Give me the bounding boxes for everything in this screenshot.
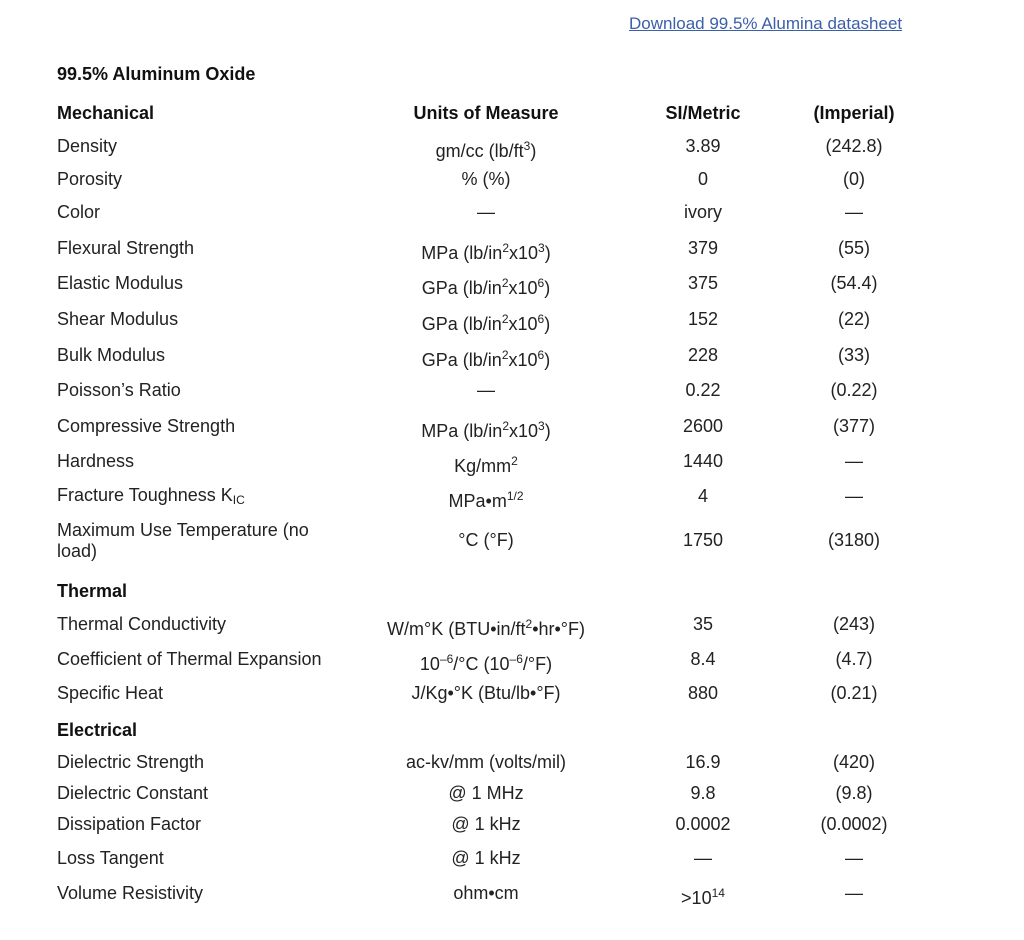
row-poisson-units: — xyxy=(477,380,495,400)
row-flexural-si: 379 xyxy=(687,238,719,258)
header-imperial: (Imperial) xyxy=(813,103,895,123)
row-specific-heat-name: Specific Heat xyxy=(57,683,164,703)
row-porosity-units: % (%) xyxy=(461,169,511,189)
row-poisson-si: 0.22 xyxy=(685,380,721,400)
row-loss-tangent-imperial: — xyxy=(845,848,863,868)
row-resistivity-imperial: — xyxy=(845,883,863,903)
row-shear-units: GPa $(lb/in^2x10^6)$ xyxy=(421,312,551,334)
row-elastic-name: Elastic Modulus xyxy=(57,273,184,293)
row-dissipation-si: 0.0002 xyxy=(675,814,731,834)
row-shear-name: Shear Modulus xyxy=(57,309,179,329)
row-compressive-name: Compressive Strength xyxy=(57,416,236,436)
row-elastic-units: GPa $(lb/in^2x10^6)$ xyxy=(421,276,551,298)
row-loss-tangent-name: Loss Tangent xyxy=(57,848,164,868)
row-density-units: gm/cc $(lb/ft^3)$ xyxy=(435,139,537,161)
row-expansion-imperial: (4.7) xyxy=(835,649,873,669)
row-shear-imperial: (22) xyxy=(837,309,871,329)
row-bulk-name: Bulk Modulus xyxy=(57,345,166,365)
row-conductivity-units: W/m°K $(BTU•in/ft^2•hr•^\circ F)$ xyxy=(387,617,585,639)
row-resistivity-si: $>10^{14}$ xyxy=(681,886,725,908)
row-specific-heat-units: J/Kg•°K (Btu/lb•°F) xyxy=(411,683,561,703)
row-hardness-name: Hardness xyxy=(57,451,135,471)
row-hardness-imperial: — xyxy=(845,451,863,471)
row-dielectric-constant-units: @ 1 MHz xyxy=(448,783,524,803)
header-si-metric: SI/Metric xyxy=(665,103,741,123)
row-density-imperial: (242.8) xyxy=(825,136,883,156)
row-max-temp-imperial: (3180) xyxy=(827,530,881,550)
row-max-temp-si: 1750 xyxy=(682,530,724,550)
row-expansion-si: 8.4 xyxy=(690,649,716,669)
row-porosity-imperial: (0) xyxy=(843,169,865,189)
row-bulk-imperial: (33) xyxy=(837,345,871,365)
row-density-name: Density xyxy=(57,136,118,156)
row-fracture-si: 4 xyxy=(697,486,709,506)
download-datasheet-link[interactable]: Download 99.5% Alumina datasheet xyxy=(629,14,903,33)
section-thermal: Thermal xyxy=(57,581,128,601)
row-dissipation-imperial: (0.0002) xyxy=(820,814,888,834)
row-poisson-name: Poisson’s Ratio xyxy=(57,380,181,400)
row-flexural-units: MPa $(lb/in^2x10^3)$ xyxy=(421,241,551,263)
row-shear-si: 152 xyxy=(687,309,719,329)
row-dielectric-constant-imperial: (9.8) xyxy=(835,783,873,803)
row-porosity-name: Porosity xyxy=(57,169,123,189)
row-dielectric-strength-name: Dielectric Strength xyxy=(57,752,205,772)
row-dielectric-strength-si: 16.9 xyxy=(685,752,721,772)
row-specific-heat-si: 880 xyxy=(687,683,719,703)
row-porosity-si: 0 xyxy=(697,169,709,189)
page-title: 99.5% Aluminum Oxide xyxy=(57,64,256,84)
row-dielectric-constant-name: Dielectric Constant xyxy=(57,783,209,803)
row-dielectric-strength-units: ac-kv/mm (volts/mil) xyxy=(406,752,566,772)
row-flexural-imperial: (55) xyxy=(837,238,871,258)
row-dissipation-name: Dissipation Factor xyxy=(57,814,202,834)
row-resistivity-name: Volume Resistivity xyxy=(57,883,204,903)
row-expansion-units: $10^{-6}/^\circ C$ $(10^{-6}/^\circ F)$ xyxy=(419,652,553,674)
row-poisson-imperial: (0.22) xyxy=(830,380,878,400)
row-fracture-units: $MPa•m^{1/2}$ xyxy=(448,489,524,511)
row-fracture-name: Fracture Toughness $K_{IC}$ xyxy=(57,485,245,507)
row-hardness-si: 1440 xyxy=(682,451,724,471)
row-expansion-name: Coefficient of Thermal Expansion xyxy=(57,649,322,669)
header-units: Units of Measure xyxy=(413,103,559,123)
row-conductivity-si: 35 xyxy=(692,614,714,634)
row-color-name: Color xyxy=(57,202,101,222)
row-max-temp-name: Maximum Use Temperature (no load) xyxy=(57,520,309,561)
row-fracture-imperial: — xyxy=(845,486,863,506)
row-color-units: — xyxy=(477,202,495,222)
row-compressive-imperial: (377) xyxy=(832,416,876,436)
row-bulk-si: 228 xyxy=(687,345,719,365)
row-compressive-units: MPa $(lb/in^2x10^3)$ xyxy=(421,419,551,441)
row-specific-heat-imperial: (0.21) xyxy=(830,683,878,703)
header-mechanical: Mechanical xyxy=(57,103,155,123)
row-density-si: 3.89 xyxy=(685,136,721,156)
row-max-temp-units: °C (°F) xyxy=(458,530,514,550)
row-fracture-label: Fracture Toughness K xyxy=(57,485,233,505)
row-hardness-units: $Kg/mm^2$ xyxy=(454,454,518,476)
row-elastic-si: 375 xyxy=(687,273,719,293)
row-loss-tangent-units: @ 1 kHz xyxy=(451,848,521,868)
row-compressive-si: 2600 xyxy=(682,416,724,436)
row-dielectric-strength-imperial: (420) xyxy=(832,752,876,772)
row-conductivity-name: Thermal Conductivity xyxy=(57,614,227,634)
row-resistivity-units: ohm•cm xyxy=(453,883,519,903)
row-conductivity-imperial: (243) xyxy=(832,614,876,634)
section-electrical: Electrical xyxy=(57,720,138,740)
row-elastic-imperial: (54.4) xyxy=(830,273,878,293)
row-flexural-name: Flexural Strength xyxy=(57,238,195,258)
row-color-si: ivory xyxy=(683,202,723,222)
row-dissipation-units: @ 1 kHz xyxy=(451,814,521,834)
row-bulk-units: GPa $(lb/in^2x10^6)$ xyxy=(421,348,551,370)
row-loss-tangent-si: — xyxy=(694,848,712,868)
row-dielectric-constant-si: 9.8 xyxy=(690,783,716,803)
row-color-imperial: — xyxy=(845,202,863,222)
